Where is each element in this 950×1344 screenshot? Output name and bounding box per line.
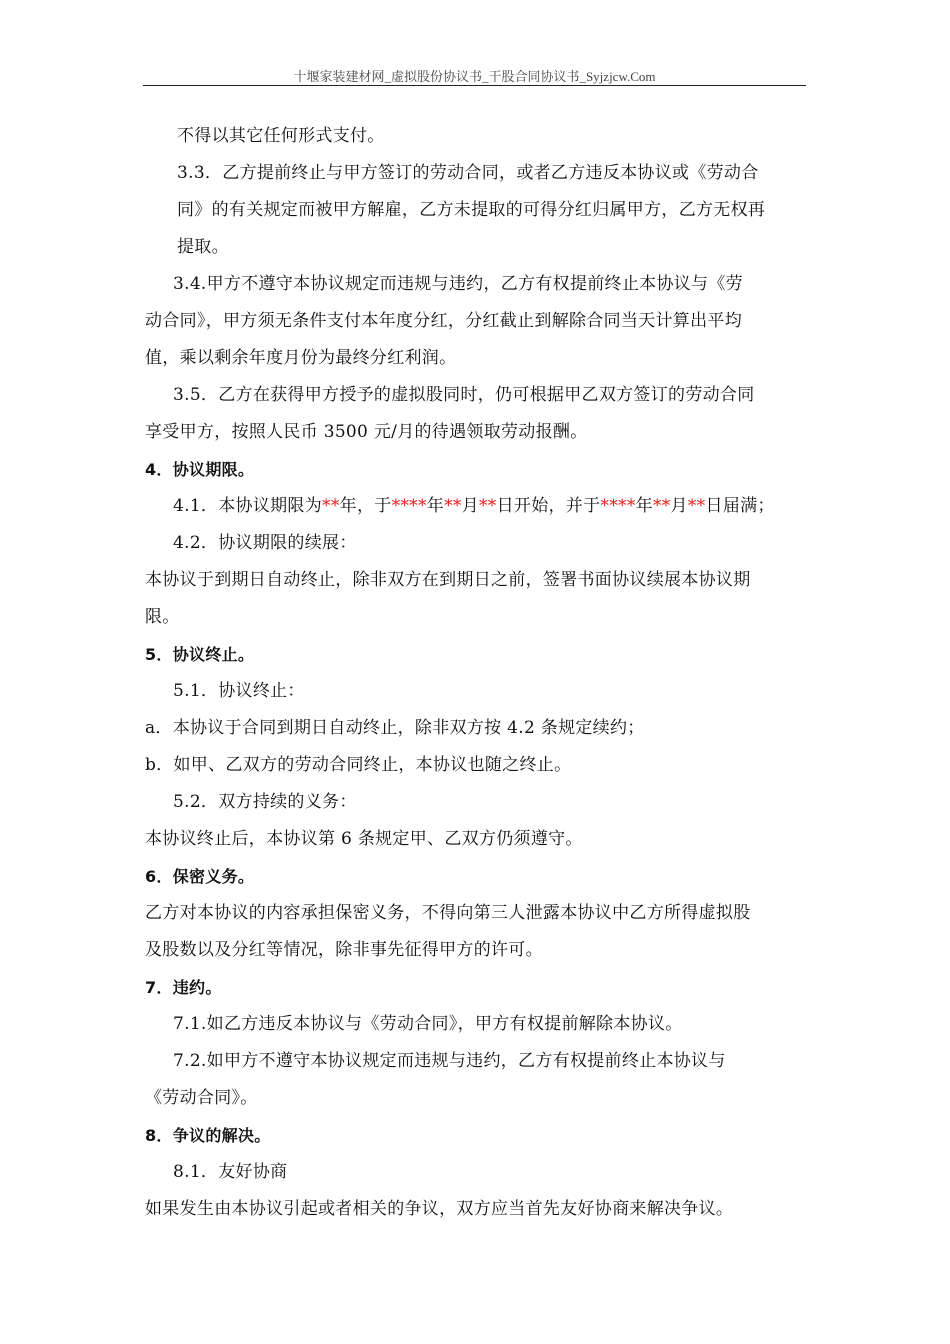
section-heading-6: 6．保密义务。 — [145, 867, 255, 886]
paragraph: 及股数以及分红等情况，除非事先征得甲方的许可。 — [145, 940, 543, 960]
clause-3-5-cont: 享受甲方，按照人民币 3500 元/月的待遇领取劳动报酬。 — [145, 422, 588, 442]
paragraph: 本协议终止后，本协议第 6 条规定甲、乙双方仍须遵守。 — [145, 829, 583, 849]
document-body — [145, 118, 807, 1228]
list-item-b: b．如甲、乙双方的劳动合同终止，本协议也随之终止。 — [145, 755, 572, 775]
section-heading-7: 7．违约。 — [145, 978, 222, 997]
paragraph: 限。 — [145, 607, 180, 627]
paragraph: 乙方对本协议的内容承担保密义务，不得向第三人泄露本协议中乙方所得虚拟股 — [145, 903, 751, 923]
paragraph: 不得以其它任何形式支付。 — [177, 126, 385, 146]
section-heading-5: 5．协议终止。 — [145, 645, 255, 664]
clause-3-3-cont: 同》的有关规定而被甲方解雇，乙方未提取的可得分红归属甲方，乙方无权再 — [177, 200, 766, 220]
clause-7-1: 7.1.如乙方违反本协议与《劳动合同》，甲方有权提前解除本协议。 — [173, 1014, 683, 1034]
clause-4-1: 4.1．本协议期限为**年，于****年**月**日开始，并于****年**月**日届满； — [173, 496, 775, 516]
clause-4-2: 4.2．协议期限的续展： — [173, 533, 357, 553]
list-item-a: a．本协议于合同到期日自动终止，除非双方按 4.2 条规定续约； — [145, 718, 645, 738]
page-header: 十堰家装建材网_虚拟股份协议书_干股合同协议书_Syjzjcw.Com — [293, 69, 656, 84]
clause-3-4-cont: 动合同》，甲方须无条件支付本年度分红，分红截止到解除合同当天计算出平均 — [145, 311, 742, 331]
clause-3-3-cont: 提取。 — [177, 237, 229, 257]
clause-3-4-cont: 值，乘以剩余年度月份为最终分红利润。 — [145, 348, 457, 368]
clause-5-1: 5.1．协议终止： — [173, 681, 305, 701]
clause-3-3: 3.3．乙方提前终止与甲方签订的劳动合同，或者乙方违反本协议或《劳动合 — [177, 163, 759, 183]
section-heading-8: 8．争议的解决。 — [145, 1126, 271, 1145]
clause-5-2: 5.2．双方持续的义务： — [173, 792, 357, 812]
section-heading-4: 4．协议期限。 — [145, 460, 255, 479]
clause-3-4: 3.4.甲方不遵守本协议规定而违规与违约，乙方有权提前终止本协议与《劳 — [173, 274, 743, 294]
header-divider — [143, 85, 806, 86]
clause-7-2-cont: 《劳动合同》。 — [145, 1088, 258, 1108]
clause-8-1: 8.1．友好协商 — [173, 1162, 288, 1182]
clause-7-2: 7.2.如甲方不遵守本协议规定而违规与违约，乙方有权提前终止本协议与 — [173, 1051, 726, 1071]
paragraph: 本协议于到期日自动终止，除非双方在到期日之前，签署书面协议续展本协议期 — [145, 570, 751, 590]
clause-3-5: 3.5．乙方在获得甲方授予的虚拟股同时，仍可根据甲乙双方签订的劳动合同 — [173, 385, 755, 405]
paragraph: 如果发生由本协议引起或者相关的争议，双方应当首先友好协商来解决争议。 — [145, 1199, 734, 1219]
